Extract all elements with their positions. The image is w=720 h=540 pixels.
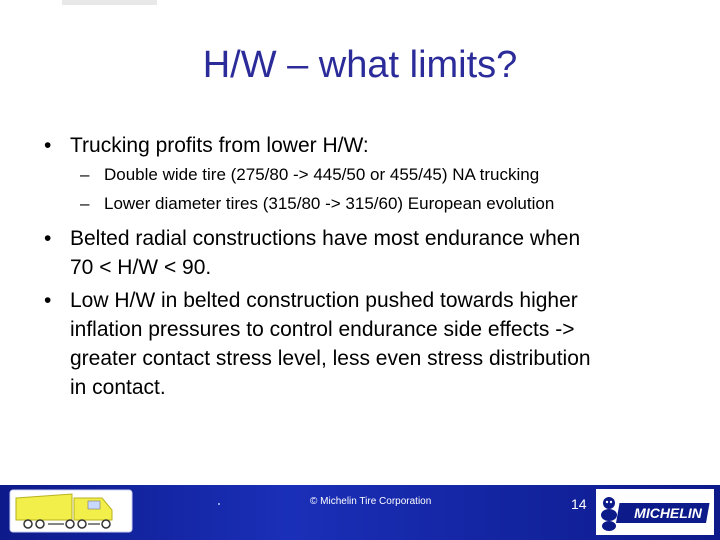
- bullet-text-line: Belted radial constructions have most endurance when: [70, 227, 581, 250]
- bullet-text-line: inflation pressures to control endurance side effects ->: [70, 318, 575, 341]
- sub-bullet-text: Lower diameter tires (315/80 -> 315/60) European evolution: [104, 194, 555, 213]
- dash-glyph: –: [80, 194, 90, 213]
- bullet-glyph: •: [44, 289, 52, 312]
- bullet-text-line: Low H/W in belted construction pushed towards higher: [70, 289, 578, 312]
- dash-glyph: –: [80, 165, 90, 184]
- bullet-glyph: •: [44, 134, 52, 157]
- michelin-logo: [596, 489, 714, 535]
- copyright-text: © Michelin Tire Corporation: [310, 496, 432, 507]
- page-number: 14: [571, 496, 587, 512]
- bullet-item: [44, 224, 581, 282]
- truck-icon: [8, 488, 134, 534]
- sub-bullet-item: [80, 164, 540, 186]
- sub-bullet-item: [80, 193, 555, 215]
- logo-text: MICHELIN: [634, 505, 702, 521]
- bullet-text-line: greater contact stress level, less even stress distribution: [70, 347, 591, 370]
- bullet-item: [44, 286, 591, 402]
- sub-bullet-text: Double wide tire (275/80 -> 445/50 or 455/45) NA trucking: [104, 165, 540, 184]
- slide-title: H/W – what limits?: [202, 44, 518, 86]
- decorative-dot: [218, 503, 220, 505]
- bullet-text-line: in contact.: [70, 376, 166, 399]
- bullet-text-line: 70 < H/W < 90.: [70, 256, 212, 279]
- bullet-glyph: •: [44, 227, 52, 250]
- bullet-text: Trucking profits from lower H/W:: [70, 134, 369, 157]
- bullet-item: [44, 131, 369, 160]
